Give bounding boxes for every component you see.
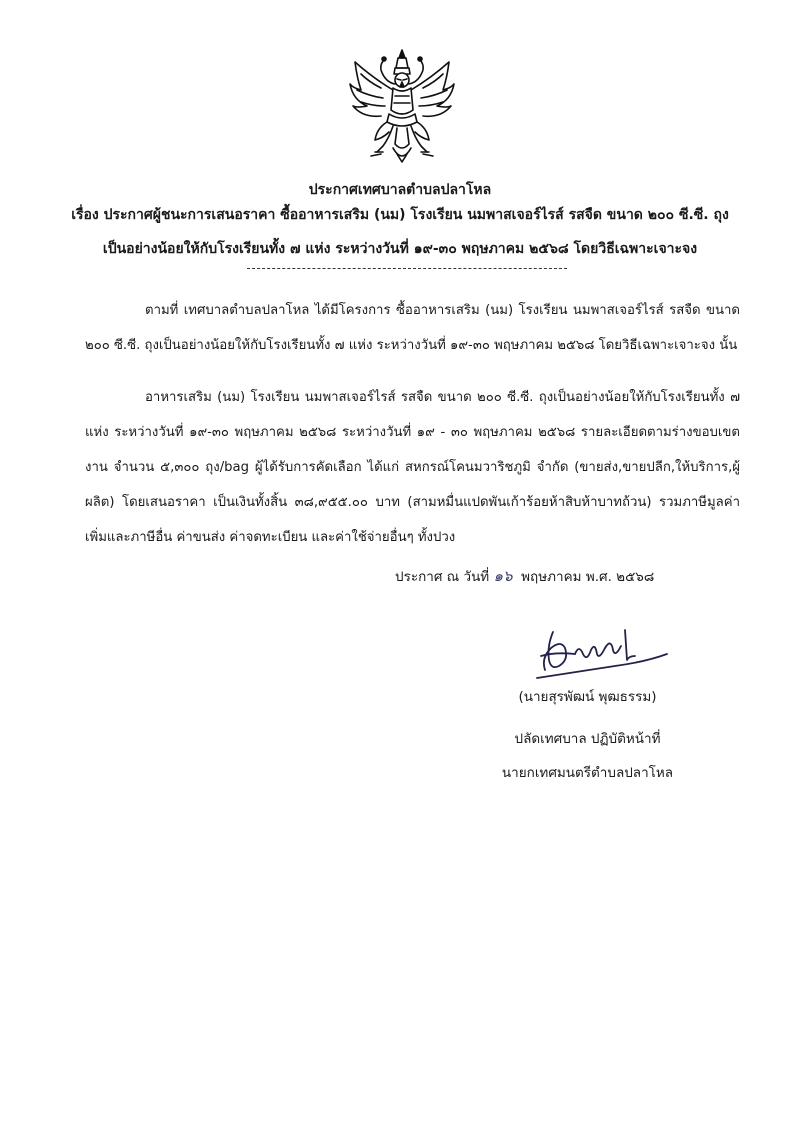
announcement-day: ๑๖	[493, 567, 513, 585]
body-paragraph-2	[85, 380, 740, 555]
signer-title: นายกเทศมนตรีตำบลปลาโหล	[501, 765, 674, 781]
body-paragraph-1-text: ตามที่ เทศบาลตำบลปลาโหล ได้มีโครงการ ซื้ออาหารเสริม (นม) โรงเรียน นมพาสเจอร์ไรส์ รสจืด ขนาด ๒๐๐ ซี.ซี. ถุงเป็นอย่างน้อยให้กับโรงเรียนทั้ง ๗ แห่ง ระหว่างวันที่ ๑๙-๓๐ พฤษภาคม ๒๕๖๘ โดยวิธีเฉพาะเจาะจง นั้น	[85, 303, 740, 353]
subject-line-1: เรื่อง ประกาศผู้ชนะการเสนอราคา ซื้ออาหารเสริม (นม) โรงเรียน นมพาสเจอร์ไรส์ รสจืด ขนาด ๒๐๐ ซี.ซี. ถุง	[71, 207, 729, 223]
signer-position: ปลัดเทศบาล ปฏิบัติหน้าที่	[514, 731, 661, 747]
header-separator	[247, 268, 567, 269]
page-title: ประกาศเทศบาลตำบลปลาโหล	[308, 182, 492, 198]
announcement-date-prefix: ประกาศ ณ วันที่	[395, 569, 490, 585]
announcement-month-year: พฤษภาคม พ.ศ. ๒๕๖๘	[521, 569, 655, 585]
announcement-date	[395, 565, 735, 588]
garuda-emblem-icon	[347, 48, 457, 166]
subject-line-2: เป็นอย่างน้อยให้กับโรงเรียนทั้ง ๗ แห่ง ระหว่างวันที่ ๑๙-๓๐ พฤษภาคม ๒๕๖๘ โดยวิธีเฉพาะเจาะจง	[102, 241, 698, 257]
body-paragraph-1	[85, 293, 740, 363]
signer-name: (นายสุรพัฒน์ พุฒธรรม)	[518, 689, 657, 705]
handwritten-signature-icon	[535, 626, 670, 682]
body-paragraph-2-text: อาหารเสริม (นม) โรงเรียน นมพาสเจอร์ไรส์ รสจืด ขนาด ๒๐๐ ซี.ซี. ถุงเป็นอย่างน้อยให้กับโรงเรียนทั้ง ๗ แห่ง ระหว่างวันที่ ๑๙-๓๐ พฤษภาคม ๒๕๖๘ ระหว่างวันที่ ๑๙ - ๓๐ พฤษภาคม ๒๕๖๘ รายละเอียดตามร่างขอบเขตงาน จำนวน ๕,๓๐๐ ถุง/bag ผู้ได้รับการคัดเลือก ได้แก่ สหกรณ์โคนมวาริชภูมิ จำกัด (ขายส่ง,ขายปลีก,ให้บริการ,ผู้ผลิต) โดยเสนอราคา เป็นเงินทั้งสิ้น ๓๘,๙๕๕.๐๐ บาท (สามหมื่นแปดพันเก้าร้อยห้าสิบห้าบาทถ้วน) รวมภาษีมูลค่าเพิ่มและภาษีอื่น ค่าขนส่ง ค่าจดทะเบียน และค่าใช้จ่ายอื่นๆ ทั้งปวง	[85, 390, 740, 545]
